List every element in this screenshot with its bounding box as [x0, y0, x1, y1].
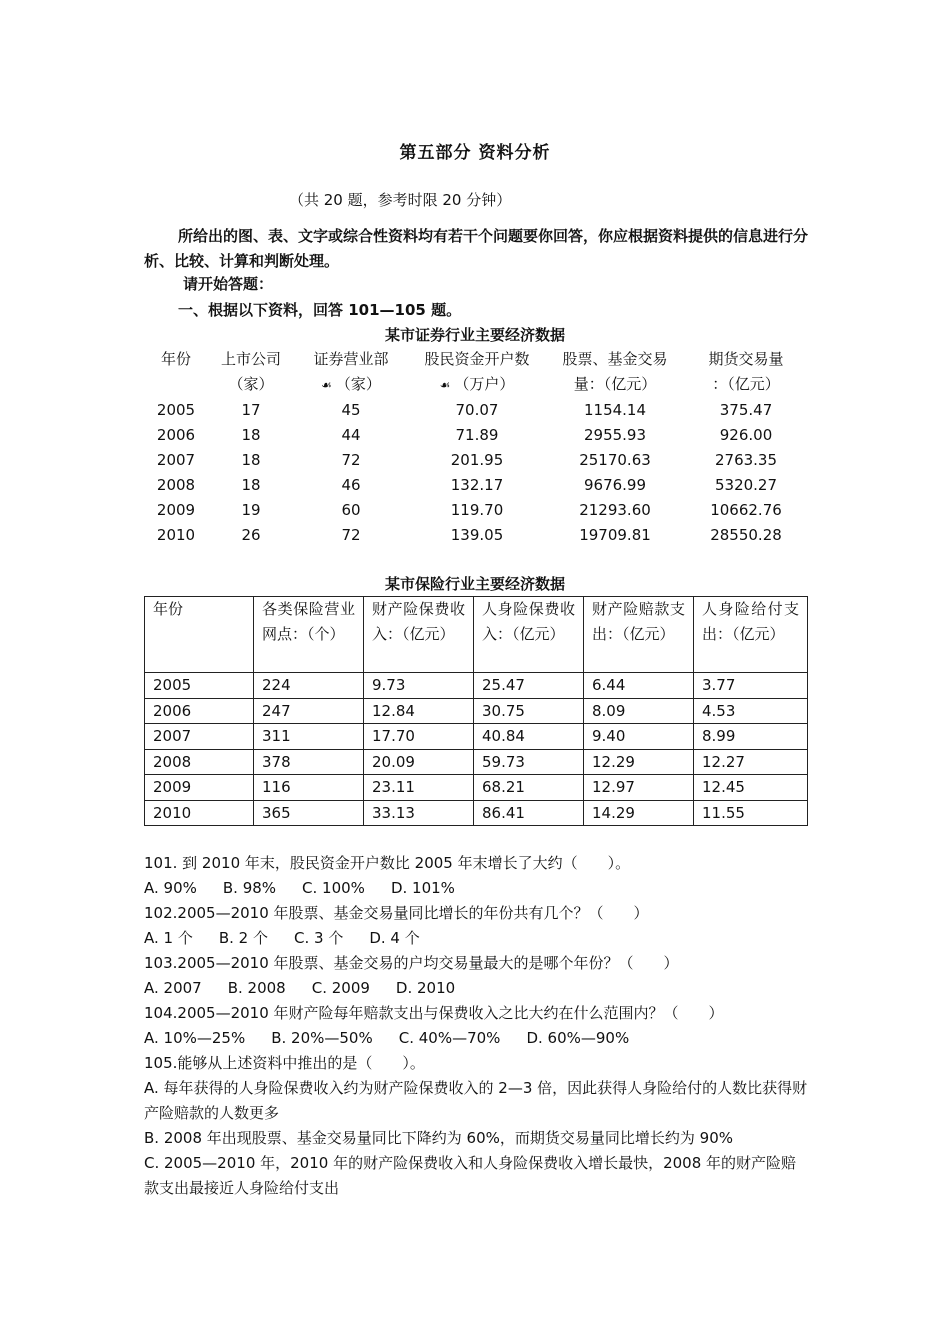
table1-header-cell	[545, 347, 685, 398]
table-row	[143, 448, 807, 473]
table1-header-line	[293, 372, 409, 398]
table-cell: 25.47	[474, 673, 584, 699]
question-options	[144, 1026, 808, 1051]
table-cell: 2010	[145, 800, 254, 826]
page-title: 第五部分 资料分析	[399, 143, 551, 163]
table1-header-row	[143, 347, 807, 398]
option: C. 2009	[311, 979, 370, 997]
table-cell: 18	[241, 476, 261, 494]
instructions	[144, 224, 808, 274]
start-prompt: 请开始答题：	[183, 275, 274, 293]
table-cell: 6.44	[584, 673, 694, 699]
table-cell: 2009	[156, 501, 196, 519]
question-options	[144, 976, 808, 1001]
table-cell: 17	[241, 401, 261, 419]
table-cell: 20.09	[364, 749, 474, 775]
table-cell: 25170.63	[579, 451, 651, 469]
question-text: 103.2005—2010 年股票、基金交易的户均交易量最大的是哪个年份？（ ）	[144, 954, 679, 972]
table-cell: 18	[241, 426, 261, 444]
table-cell: 12.97	[584, 775, 694, 801]
table-cell: 30.75	[474, 698, 584, 724]
question-text: 101. 到 2010 年末，股民资金开户数比 2005 年末增长了大约（ ）。	[144, 854, 631, 872]
table-cell: 5320.27	[714, 476, 778, 494]
table1-header-line: 证券营业部	[313, 350, 389, 368]
table-row	[143, 423, 807, 448]
section-heading: 一、根据以下资料，回答 101—105 题。	[178, 301, 462, 319]
option: B. 2 个	[218, 929, 268, 947]
table-row	[143, 523, 807, 548]
table2-header-cell: 各类保险营业网点：（个）	[254, 597, 364, 673]
table1-header-line	[409, 372, 545, 398]
instructions-text: 所给出的图、表、文字或综合性资料均有若干个问题要你回答，你应根据资料提供的信息进行分析、比较、计算和判断处理。	[144, 227, 809, 270]
page-subtitle: （共 20 题，参考时限 20 分钟）	[289, 191, 512, 209]
table-cell: 60	[341, 501, 361, 519]
table-cell: 19	[241, 501, 261, 519]
table-cell: 46	[341, 476, 361, 494]
option: C. 2005—2010 年，2010 年的财产险保费收入和人身险保费收入增长最快，2008 年的财产险赔款支出最接近人身险给付支出	[144, 1154, 797, 1197]
table-cell: 28550.28	[710, 526, 782, 544]
table-cell: 12.45	[694, 775, 808, 801]
insurance-table	[144, 596, 808, 826]
table-cell: 45	[341, 401, 361, 419]
question-text: 104.2005—2010 年财产险每年赔款支出与保费收入之比大约在什么范围内？（ ）	[144, 1004, 724, 1022]
table-cell: 40.84	[474, 724, 584, 750]
table1-header-line: 年份	[160, 350, 191, 368]
table-cell: 33.13	[364, 800, 474, 826]
table-cell: 201.95	[450, 451, 504, 469]
table-cell: 116	[254, 775, 364, 801]
table-cell: 10662.76	[710, 501, 782, 519]
question-text: 105.能够从上述资料中推出的是（ ）。	[144, 1054, 425, 1072]
table-cell: 19709.81	[579, 526, 651, 544]
table-cell: 311	[254, 724, 364, 750]
table-cell: 2008	[156, 476, 196, 494]
table-row	[145, 775, 808, 801]
table-cell: 59.73	[474, 749, 584, 775]
option: C. 100%	[302, 879, 365, 897]
option: B. 98%	[222, 879, 277, 897]
table-cell: 44	[341, 426, 361, 444]
table-cell: 9676.99	[583, 476, 647, 494]
table-cell: 12.84	[364, 698, 474, 724]
table-cell: 4.53	[694, 698, 808, 724]
table-cell: 2008	[145, 749, 254, 775]
table2-header-cell: 财产险赔款支出：（亿元）	[584, 597, 694, 673]
table-cell: 12.27	[694, 749, 808, 775]
option: D. 2010	[395, 979, 456, 997]
table-cell: 72	[341, 526, 361, 544]
table1-header-cell	[685, 347, 807, 398]
table-cell: 224	[254, 673, 364, 699]
option: A. 90%	[144, 879, 197, 897]
option: A. 2007	[144, 979, 202, 997]
table1-header-line: 股票、基金交易	[562, 350, 668, 368]
table2-header-cell: 人身险给付支出：（亿元）	[694, 597, 808, 673]
table1-header-unit: （家）	[335, 375, 381, 393]
table-cell: 1154.14	[583, 401, 647, 419]
table-row	[145, 698, 808, 724]
table-cell: 2763.35	[714, 451, 778, 469]
table-row	[145, 800, 808, 826]
table-cell: 26	[241, 526, 261, 544]
table2-header-row	[145, 597, 808, 673]
table-cell: 2006	[156, 426, 196, 444]
table1-header-cell	[293, 347, 409, 398]
option: D. 60%—90%	[526, 1029, 630, 1047]
table1-header-line: ：（亿元）	[712, 375, 780, 393]
table1-header-line: 股民资金开户数	[424, 350, 530, 368]
table-cell: 2005	[156, 401, 196, 419]
table-cell: 247	[254, 698, 364, 724]
table-cell: 2005	[145, 673, 254, 699]
table1-header-cell	[143, 347, 209, 398]
table-cell: 9.73	[364, 673, 474, 699]
table-cell: 2006	[145, 698, 254, 724]
table-cell: 8.09	[584, 698, 694, 724]
question-options	[144, 876, 808, 901]
option: B. 20%—50%	[271, 1029, 373, 1047]
table-cell: 86.41	[474, 800, 584, 826]
table-row	[143, 473, 807, 498]
table-cell: 2009	[145, 775, 254, 801]
question-options	[144, 926, 808, 951]
table-cell: 23.11	[364, 775, 474, 801]
table-cell: 2955.93	[583, 426, 647, 444]
table-row	[145, 673, 808, 699]
table-cell: 18	[241, 451, 261, 469]
table1-header-cell	[409, 347, 545, 398]
bullet-icon: ☙	[321, 378, 332, 392]
table-cell: 14.29	[584, 800, 694, 826]
table1-caption: 某市证券行业主要经济数据	[384, 326, 565, 344]
table-cell: 70.07	[455, 401, 499, 419]
table-row	[143, 498, 807, 523]
option: D. 101%	[390, 879, 455, 897]
table-cell: 2010	[156, 526, 196, 544]
table-cell: 12.29	[584, 749, 694, 775]
option: B. 2008	[227, 979, 286, 997]
option: D. 4 个	[369, 929, 420, 947]
securities-table	[143, 347, 807, 548]
table-row	[145, 724, 808, 750]
table-row	[145, 749, 808, 775]
table1-header-line: 量：（亿元）	[573, 375, 657, 393]
table-cell: 21293.60	[579, 501, 651, 519]
table2-header-cell: 年份	[145, 597, 254, 673]
table-cell: 926.00	[719, 426, 773, 444]
table-cell: 119.70	[450, 501, 504, 519]
table1-header-line: （家）	[228, 375, 274, 393]
table-cell: 3.77	[694, 673, 808, 699]
table2-caption: 某市保险行业主要经济数据	[384, 575, 565, 593]
table1-header-line: 上市公司	[220, 350, 281, 368]
table2-header-cell: 人身险保费收入：（亿元）	[474, 597, 584, 673]
table-cell: 132.17	[450, 476, 504, 494]
table-cell: 17.70	[364, 724, 474, 750]
table-cell: 139.05	[450, 526, 504, 544]
table1-header-line: 期货交易量	[708, 350, 784, 368]
table1-header-unit: （万户）	[454, 375, 515, 393]
table-cell: 71.89	[455, 426, 499, 444]
table-cell: 375.47	[719, 401, 773, 419]
option: C. 3 个	[294, 929, 344, 947]
option: B. 2008 年出现股票、基金交易量同比下降约为 60%，而期货交易量同比增长约为 90%	[144, 1129, 733, 1147]
option: A. 1 个	[144, 929, 193, 947]
table-cell: 365	[254, 800, 364, 826]
table-cell: 378	[254, 749, 364, 775]
table-cell: 9.40	[584, 724, 694, 750]
table-cell: 68.21	[474, 775, 584, 801]
table-cell: 8.99	[694, 724, 808, 750]
table-cell: 2007	[145, 724, 254, 750]
table1-header-cell	[209, 347, 293, 398]
question-list	[144, 851, 808, 1201]
table-cell: 11.55	[694, 800, 808, 826]
table2-header-cell: 财产险保费收入：（亿元）	[364, 597, 474, 673]
option: A. 每年获得的人身险保费收入约为财产险保费收入的 2—3 倍，因此获得人身险给付的人数比获得财产险赔款的人数更多	[144, 1079, 808, 1122]
table-cell: 2007	[156, 451, 196, 469]
question-text: 102.2005—2010 年股票、基金交易量同比增长的年份共有几个？（ ）	[144, 904, 649, 922]
bullet-icon: ☙	[439, 378, 451, 392]
option: A. 10%—25%	[144, 1029, 246, 1047]
table-row	[143, 398, 807, 423]
option: C. 40%—70%	[398, 1029, 501, 1047]
table-cell: 72	[341, 451, 361, 469]
